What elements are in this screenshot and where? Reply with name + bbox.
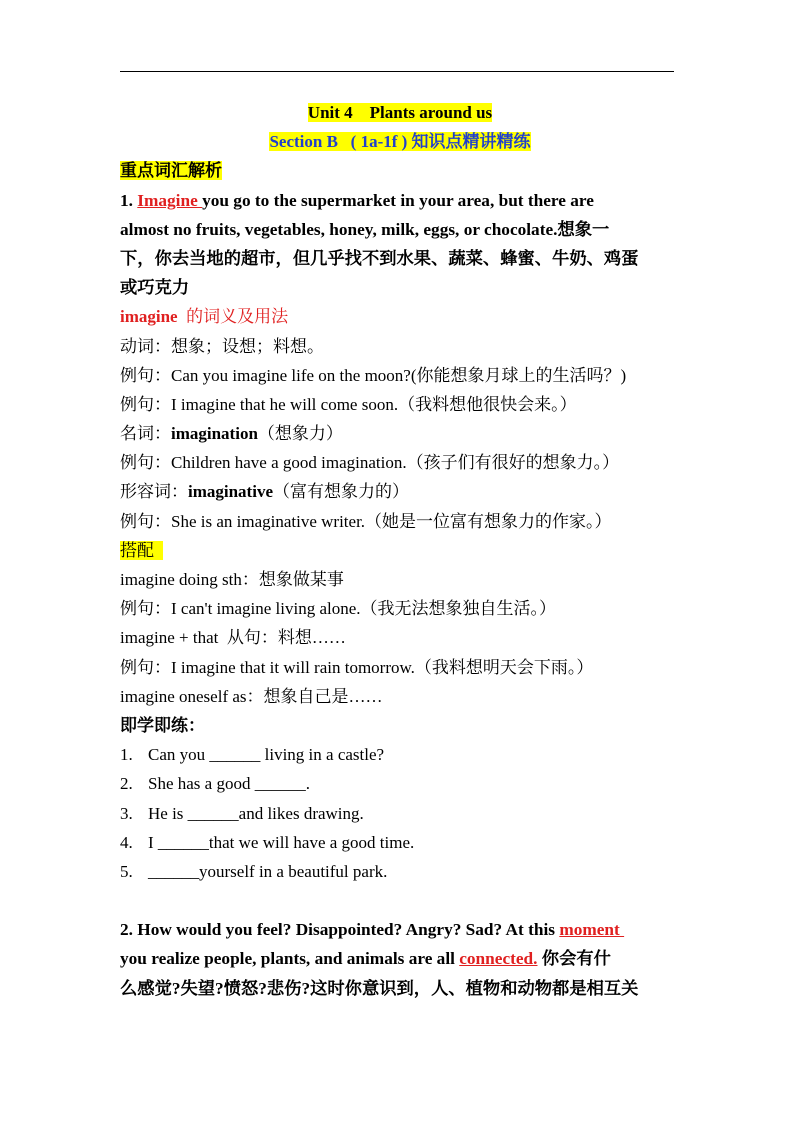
usage-example-6: 例句：I imagine that it will rain tomorrow.（我料想明天会下雨。） [120,657,594,677]
noun-label: 名词： [120,424,171,444]
item2-text-2: you realize people, plants, and animals are all [120,949,460,969]
practice-number: 2. [120,774,133,794]
practice-text: I ______that we will have a good time. [148,832,415,852]
usage-example-2: 例句：I imagine that he will come soon.（我料想他很快会来。） [120,394,577,414]
usage-example-1: 例句：Can you imagine life on the moon?(你能想象月球上的生活吗？) [120,365,627,385]
collocation-label: 搭配 [120,540,163,560]
section-heading: 重点词汇解析 [120,161,222,181]
practice-number: 1. [120,745,133,765]
header-rule [120,71,674,72]
adj-word: imaginative [188,482,273,502]
collocation-3: imagine oneself as：想象自己是…… [120,686,383,706]
document-body [120,98,680,1003]
item1-line3: 下，你去当地的超市，但几乎找不到水果、蔬菜、蜂蜜、牛奶、鸡蛋 [120,248,639,268]
practice-number: 3. [120,803,133,823]
blank-spacer [120,886,680,915]
item2-text-1: 2. How would you feel? Disappointed? Angry? Sad? At this [120,920,560,940]
page-title: Unit 4 Plants around us [307,103,493,122]
usage-noun [120,419,680,448]
noun-meaning: （想象力） [257,424,343,444]
usage-title-rest: 的词义及用法 [181,307,289,327]
practice-text: He is ______and likes drawing. [148,803,364,823]
title-line [120,98,680,127]
usage-example-4: 例句：She is an imaginative writer.（她是一位富有想象力的作家。） [120,511,612,531]
item1-line1 [120,186,680,215]
practice-item [120,769,680,798]
item1-text: you go to the supermarket in your area, but there are [202,190,594,210]
usage-example-5: 例句：I can't imagine living alone.（我无法想象独自生活。） [120,599,557,619]
practice-text: Can you ______ living in a castle? [148,745,385,765]
collocation-line [120,536,680,565]
practice-text: She has a good ______. [148,774,310,794]
adj-meaning: （富有想象力的） [273,482,409,502]
item2-line3: 么感觉?失望?愤怒?悲伤?这时你意识到，人、植物和动物都是相互关 [120,978,639,998]
practice-item [120,740,680,769]
item2-keyword-moment: moment [559,920,625,940]
item1-line2: almost no fruits, vegetables, honey, milk, eggs, or chocolate.想象一 [120,219,610,239]
practice-heading: 即学即练： [120,715,205,735]
noun-word: imagination [171,424,258,444]
practice-item [120,799,680,828]
practice-item [120,857,680,886]
item2-keyword-connected: connected. [459,949,538,969]
usage-verb: 动词：想象；设想；料想。 [120,336,324,356]
section-heading-line [120,156,680,185]
item2-text-3: 你会有什 [537,949,611,969]
usage-adjective [120,477,680,506]
practice-number: 5. [120,861,133,881]
item2-line2 [120,944,680,973]
collocation-1: imagine doing sth：想象做某事 [120,570,344,589]
item1-keyword: Imagine [137,190,203,210]
practice-item [120,828,680,857]
practice-number: 4. [120,832,133,852]
usage-title-word: imagine [120,307,182,327]
item1-line4: 或巧克力 [120,278,190,298]
collocation-2: imagine + that 从句：料想…… [120,628,346,648]
subtitle-line [120,127,680,156]
usage-example-3: 例句：Children have a good imagination.（孩子们有很好的想象力。） [120,453,620,473]
item1-number: 1. [120,190,138,210]
usage-title [120,302,680,331]
page-subtitle: Section B ( 1a-1f ) 知识点精讲精练 [269,132,531,152]
adj-label: 形容词： [120,482,188,502]
practice-text: ______yourself in a beautiful park. [148,861,388,881]
item2-line1 [120,915,680,944]
